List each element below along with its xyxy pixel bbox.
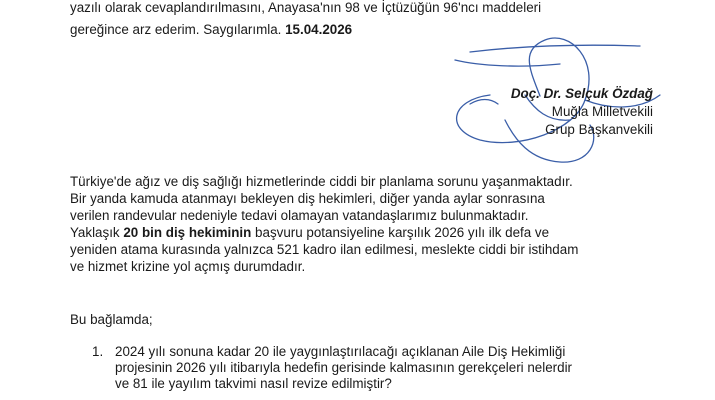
paragraph-line-4-bold: 20 bin diş hekiminin (123, 225, 252, 240)
question-line-3: ve 81 ile yayılım takvimi nasıl revize edilmiştir? (115, 376, 392, 391)
intro-closing-text: gereğince arz ederim. Saygılarımla. (70, 22, 286, 37)
intro-line-2 (70, 22, 352, 38)
paragraph-line-6: ve hizmet krizine yol açmış durumdadır. (70, 259, 306, 274)
intro-line-1: yazılı olarak cevaplandırılmasını, Anayasa'nın 98 ve İçtüzüğün 96'ncı maddeleri (70, 0, 542, 15)
paragraph-line-4 (70, 224, 660, 241)
paragraph-line-5: yeniden atama kurasında yalnızca 521 kadro ilan edilmesi, meslekte ciddi bir istihdam (70, 242, 579, 257)
question-text (115, 344, 572, 392)
question-number: 1. (92, 344, 104, 359)
signature-block (511, 85, 653, 139)
paragraph-line-4-suffix: başvuru potansiyeline karşılık 2026 yılı ilk defa ve (251, 225, 550, 240)
signatory-name: Doç. Dr. Selçuk Özdağ (510, 86, 653, 101)
body-paragraph (70, 173, 660, 275)
submission-date: 15.04.2026 (285, 22, 353, 37)
paragraph-line-2: Bir yanda kamuda atanmayı bekleyen diş hekimleri, diğer yanda aylar sonrasına (70, 191, 545, 206)
paragraph-line-3: verilen randevular nedeniyle tedavi olamayan vatandaşlarımız bulunmaktadır. (70, 208, 529, 223)
signatory-role-2: Grup Başkanvekili (545, 122, 653, 137)
context-heading: Bu bağlamda; (70, 312, 153, 327)
signatory-role-1: Muğla Milletvekili (551, 104, 653, 119)
paragraph-line-1: Türkiye'de ağız ve diş sağlığı hizmetlerinde ciddi bir planlama sorunu yaşanmaktadır. (70, 174, 573, 189)
question-line-2: projesinin 2026 yılı itibarıyla hedefin gerisinde kalmasının gerekçeleri nelerdir (115, 360, 573, 375)
paragraph-line-4-prefix: Yaklaşık (70, 225, 124, 240)
question-line-1: 2024 yılı sonuna kadar 20 ile yaygınlaştırılacağı açıklanan Aile Diş Hekimliği (115, 344, 566, 359)
